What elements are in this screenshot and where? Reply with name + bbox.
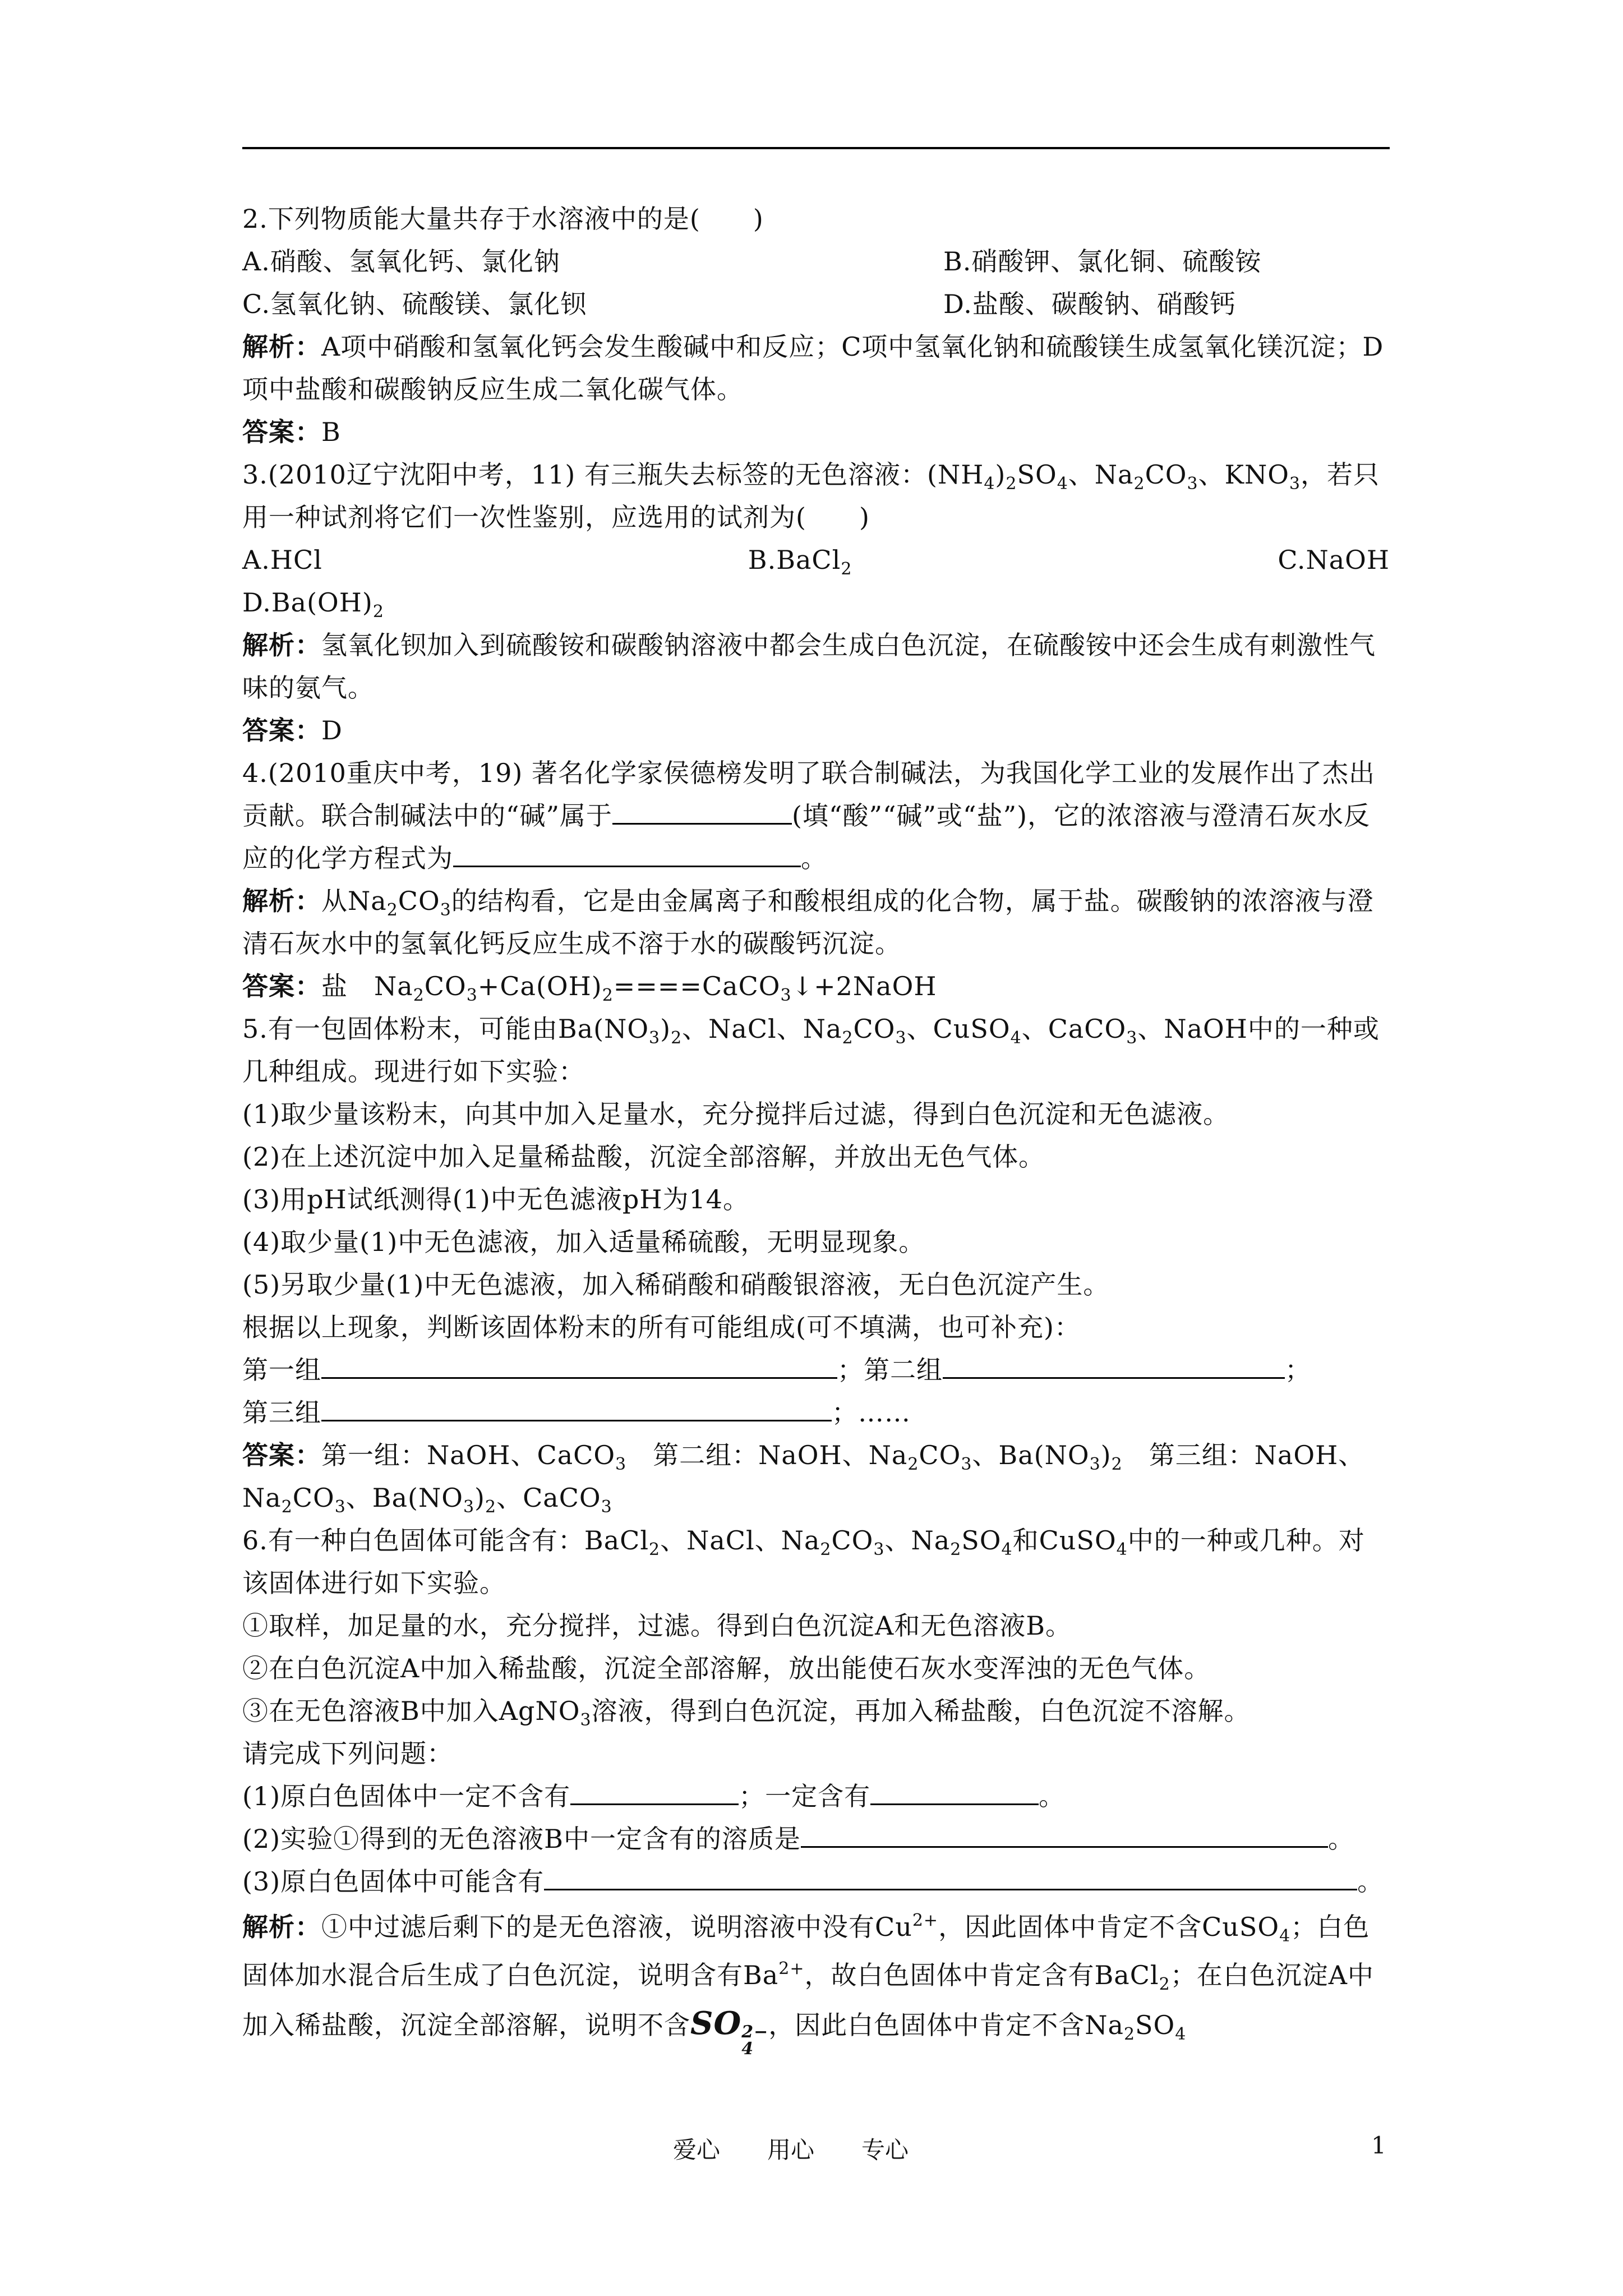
q5-answer-part: CO [919,1440,961,1470]
q5-answer-part: 、Ba(NO [345,1483,463,1513]
subscript: 2 [820,1540,832,1559]
q3-answer-text: D [321,715,343,746]
q5-stem-part: 、NaOH中的一种或几种组成。现进行如下实验： [242,1014,1380,1087]
q5-answer-part: ) [474,1483,485,1513]
q5-answer-part: 、Ba(NO [972,1440,1090,1470]
subscript: 3 [463,1497,475,1517]
q6-prompt: 请完成下列问题： [242,1738,453,1769]
subscript: 2 [907,1455,919,1474]
superscript: 2+ [778,1959,805,1978]
footer-word: 专心 [861,2136,909,2164]
subscript: 2 [1123,2024,1136,2044]
footer-word: 用心 [767,2136,814,2164]
q5-step-1: (1)取少量该粉末，向其中加入足量水，充分搅拌后过滤，得到白色沉淀和无色滤液。 [242,1099,1230,1129]
q5-step-4: (4)取少量(1)中无色滤液，加入适量稀硫酸，无明显现象。 [242,1227,925,1257]
q3-stem-part: 、Na [1068,459,1134,490]
fill-blank[interactable] [870,1778,1039,1805]
q6-stem-part: SO [961,1525,1002,1556]
fill-blank[interactable] [570,1778,739,1805]
q3-options-row [242,539,1390,581]
header-rule [242,147,1390,149]
q2-answer [242,411,1390,453]
fill-blank[interactable] [612,797,792,825]
q3-option-b-text: B.BaCl [748,545,841,575]
subscript: 2 [1111,1455,1123,1474]
q3-stem [242,453,1390,539]
punct: 。 [1357,1866,1384,1897]
answer-label: 答案： [242,715,321,746]
q6-step-2: ②在白色沉淀A中加入稀盐酸，沉淀全部溶解，放出能使石灰水变浑浊的无色气体。 [242,1653,1211,1683]
q3-answer [242,709,1390,752]
q2-options-row2 [242,283,1390,325]
subscript: 3 [961,1455,972,1474]
group-label: 第二组 [864,1355,943,1385]
q6-stem-part: 6.有一种白色固体可能含有：BaCl [242,1525,649,1556]
fill-blank[interactable] [321,1351,837,1379]
q5-step-3: (3)用pH试纸测得(1)中无色滤液pH为14。 [242,1184,749,1214]
q6-stem-part: 、NaCl、Na [660,1525,820,1556]
q5-stem-part: 、NaCl、Na [682,1014,842,1044]
page-number: 1 [1371,2132,1386,2159]
q4-answer-part: ====CaCO [613,971,781,1001]
q4-stem [242,752,1390,880]
subscript: 3 [780,986,792,1005]
q6-sub-1-part: 。 [1039,1781,1066,1811]
subscript: 2 [602,986,614,1005]
sulfate-symbol: SO [690,2005,742,2042]
analysis-label: 解析： [242,630,321,660]
subscript: 4 [1001,1540,1013,1559]
q5-groups-row1 [242,1349,1390,1391]
subscript: 3 [440,900,451,920]
fill-blank[interactable] [943,1351,1285,1379]
q5-step-5: (5)另取少量(1)中无色滤液，加入稀硝酸和硝酸银溶液，无白色沉淀产生。 [242,1269,1110,1300]
q6-analysis [242,1903,1390,2058]
subscript: 3 [580,1710,592,1730]
q2-stem-text: 2.下列物质能大量共存于水溶液中的是( ) [242,204,764,234]
q4-stem-part: 4.(2010重庆中考，19) 著名化学家侯德榜发明了联合制碱法，为我国化学工业的发展作出了杰出贡献。联合制碱法中的“碱”属于 [242,758,1376,831]
subscript: 2 [841,559,852,579]
q3-stem-part: SO [1017,459,1057,490]
q5-stem-part: 、CaCO [1021,1014,1127,1044]
q5-stem [242,1007,1390,1093]
q2-options-row1 [242,240,1390,283]
q6-analysis-part: ；白色固体加水混合后生成了白色沉淀，说明含有Ba [242,1912,1370,1990]
analysis-label: 解析： [242,332,321,362]
q3-stem-part: CO [1145,459,1187,490]
subscript: 3 [466,986,478,1005]
q6-step-3-part: ③在无色溶液B中加入AgNO [242,1696,580,1726]
q3-option-d-text: D.Ba(OH) [242,587,373,618]
q6-step-1: ①取样，加足量的水，充分搅拌，过滤。得到白色沉淀A和无色溶液B。 [242,1611,1072,1641]
q2-option-d: D.盐酸、碳酸钠、硝酸钙 [943,289,1236,319]
punct: 。 [1327,1824,1354,1854]
q5-stem-part: 5.有一包固体粉末，可能由Ba(NO [242,1014,649,1044]
q4-stem-part: (填“酸”“碱”或“盐”)，它的浓溶液与澄清石灰水反应的化学方程式为 [242,800,1371,873]
q6-step-3 [242,1690,1390,1732]
q6-stem-part: 和CuSO [1012,1525,1117,1556]
subscript: 2 [386,900,398,920]
q4-analysis-part: 从Na [321,886,387,916]
q6-stem-part: 、Na [884,1525,951,1556]
subscript: 2 [1006,474,1017,494]
q2-stem [242,197,1390,240]
q5-answer-part: CO [292,1483,335,1513]
q6-analysis-part: ，因此白色固体中肯定不含Na [768,2010,1124,2040]
subscript: 3 [1187,474,1198,494]
subscript: 3 [873,1540,885,1559]
q2-analysis [242,325,1390,411]
answer-label: 答案： [242,1440,321,1470]
fill-blank[interactable] [453,840,801,867]
q6-sub-2-text: (2)实验①得到的无色溶液B中一定含有的溶质是 [242,1824,801,1854]
q4-answer [242,965,1390,1007]
q2-option-a: A.硝酸、氢氧化钙、氯化钠 [242,246,560,277]
subscript: 4 [741,2039,754,2059]
sulfate-ion-formula [690,2005,769,2059]
q6-sub-1-part: (1)原白色固体中一定不含有 [242,1781,571,1811]
subscript: 4 [1057,474,1068,494]
subscript: 3 [334,1497,346,1517]
subscript: 3 [895,1028,907,1048]
subscript: 2 [485,1497,497,1517]
q5-stem-part: 、CuSO [906,1014,1011,1044]
subscript: 4 [1010,1028,1022,1048]
q6-analysis-part: ，因此固体中肯定不含CuSO [938,1912,1280,1942]
q3-analysis-text: 氢氧化钡加入到硫酸铵和碳酸钠溶液中都会生成白色沉淀，在硫酸铵中还会生成有刺激性气味的氨气。 [242,630,1376,703]
q5-answer-part: 第一组：NaOH、CaCO [321,1440,616,1470]
group-label: 第一组 [242,1355,321,1385]
q3-option-a: A.HCl [242,545,322,575]
subscript: 3 [1089,1455,1101,1474]
q5-answer-part: 、CaCO [496,1483,601,1513]
q6-analysis-part: ；在白色沉淀A中加入稀盐酸，沉淀全部溶解，说明不含 [242,1960,1374,2040]
subscript: 4 [1175,2024,1187,2044]
q3-option-b [748,539,852,581]
q6-stem-part: CO [831,1525,874,1556]
q6-stem-part: 中的一种或几种。对该固体进行如下实验。 [242,1525,1365,1598]
subscript: 2 [842,1028,854,1048]
q6-sub-1-part: ；一定含有 [739,1781,871,1811]
q3-stem-part: ) [995,459,1006,490]
q5-answer-part: 第二组：NaOH、Na [653,1440,908,1470]
subscript: 2 [671,1028,683,1048]
subscript: 3 [601,1497,612,1517]
punct: ； [1285,1355,1311,1385]
q3-option-d [242,581,1390,624]
q5-answer-part: ) [1100,1440,1112,1470]
q5-answer [242,1434,1390,1519]
punct: ；…… [832,1397,911,1428]
group-label: 第三组 [242,1397,321,1428]
q4-stem-part: 。 [801,843,827,873]
superscript: 2+ [912,1911,939,1930]
q6-sub-2 [242,1818,1390,1860]
subscript: 2 [281,1497,293,1517]
subscript: 3 [615,1455,627,1474]
q6-analysis-part: ，故白色固体中肯定含有BaCl [804,1960,1159,1990]
q4-answer-part: 盐 Na [321,971,413,1001]
subscript: 4 [984,474,995,494]
subscript: 2 [649,1540,661,1559]
q6-analysis-part: ①中过滤后剩下的是无色溶液，说明溶液中没有Cu [321,1912,912,1942]
analysis-label: 解析： [242,1912,321,1942]
footer-word: 爱心 [673,2136,721,2164]
subscript: 3 [1126,1028,1138,1048]
subscript: 3 [649,1028,661,1048]
q3-stem-part: ，若只用一种试剂将它们一次性鉴别，应选用的试剂为( ) [242,459,1380,532]
q5-answer-part: 第三组：NaOH、Na [242,1440,1365,1513]
subscript: 4 [1279,1926,1291,1946]
q6-sub-1 [242,1775,1390,1818]
q6-stem [242,1519,1390,1604]
q4-analysis-part: 的结构看，它是由金属离子和酸根组成的化合物，属于盐。碳酸钠的浓溶液与澄清石灰水中的氢氧化钙反应生成不溶于水的碳酸钙沉淀。 [242,886,1374,959]
q5-step-2: (2)在上述沉淀中加入足量稀盐酸，沉淀全部溶解，并放出无色气体。 [242,1142,1045,1172]
q5-stem-part: CO [853,1014,896,1044]
subscript: 2 [413,986,425,1005]
subscript: 2 [950,1540,962,1559]
q3-stem-part: 3.(2010辽宁沈阳中考，11) 有三瓶失去标签的无色溶液：(NH [242,459,984,490]
analysis-label: 解析： [242,886,321,916]
q5-stem-part: ) [660,1014,671,1044]
q3-stem-part: 、KNO [1198,459,1289,490]
q3-analysis [242,624,1390,709]
sulfate-charge [741,2024,768,2058]
subscript: 3 [1289,474,1301,494]
subscript: 2 [1133,474,1145,494]
q4-analysis [242,880,1390,965]
answer-label: 答案： [242,417,321,447]
subscript: 2 [372,602,384,622]
q4-answer-part: CO [424,971,467,1001]
q4-answer-part: +Ca(OH) [477,971,602,1001]
q6-sub-3 [242,1860,1390,1903]
q6-analysis-part: SO [1135,2010,1175,2040]
subscript: 2 [1159,1975,1170,1994]
fill-blank[interactable] [544,1863,1357,1890]
document-body [242,197,1390,2058]
punct: ； [837,1355,864,1385]
subscript: 4 [1116,1540,1128,1559]
q2-answer-text: B [321,417,341,447]
q2-analysis-text: A项中硝酸和氢氧化钙会发生酸碱中和反应；C项中氢氧化钠和硫酸镁生成氢氧化镁沉淀；D项中盐酸和碳酸钠反应生成二氧化碳气体。 [242,332,1384,404]
q2-option-c: C.氢氧化钠、硫酸镁、氯化钡 [242,289,587,319]
q5-groups-row2 [242,1391,1390,1434]
footer-motto [673,2132,909,2165]
fill-blank[interactable] [801,1820,1328,1848]
q3-option-c: C.NaOH [1278,545,1390,575]
q6-step-3-part: 溶液，得到白色沉淀，再加入稀盐酸，白色沉淀不溶解。 [591,1696,1251,1726]
q5-prompt: 根据以上现象，判断该固体粉末的所有可能组成(可不填满，也可补充)： [242,1312,1081,1342]
q4-answer-part: ↓+2NaOH [791,971,937,1001]
superscript: 2− [741,2022,769,2042]
q6-sub-3-text: (3)原白色固体中可能含有 [242,1866,545,1897]
answer-label: 答案： [242,971,321,1001]
q4-analysis-part: CO [398,886,440,916]
q2-option-b: B.硝酸钾、氯化铜、硫酸铵 [943,246,1262,277]
fill-blank[interactable] [321,1394,832,1421]
